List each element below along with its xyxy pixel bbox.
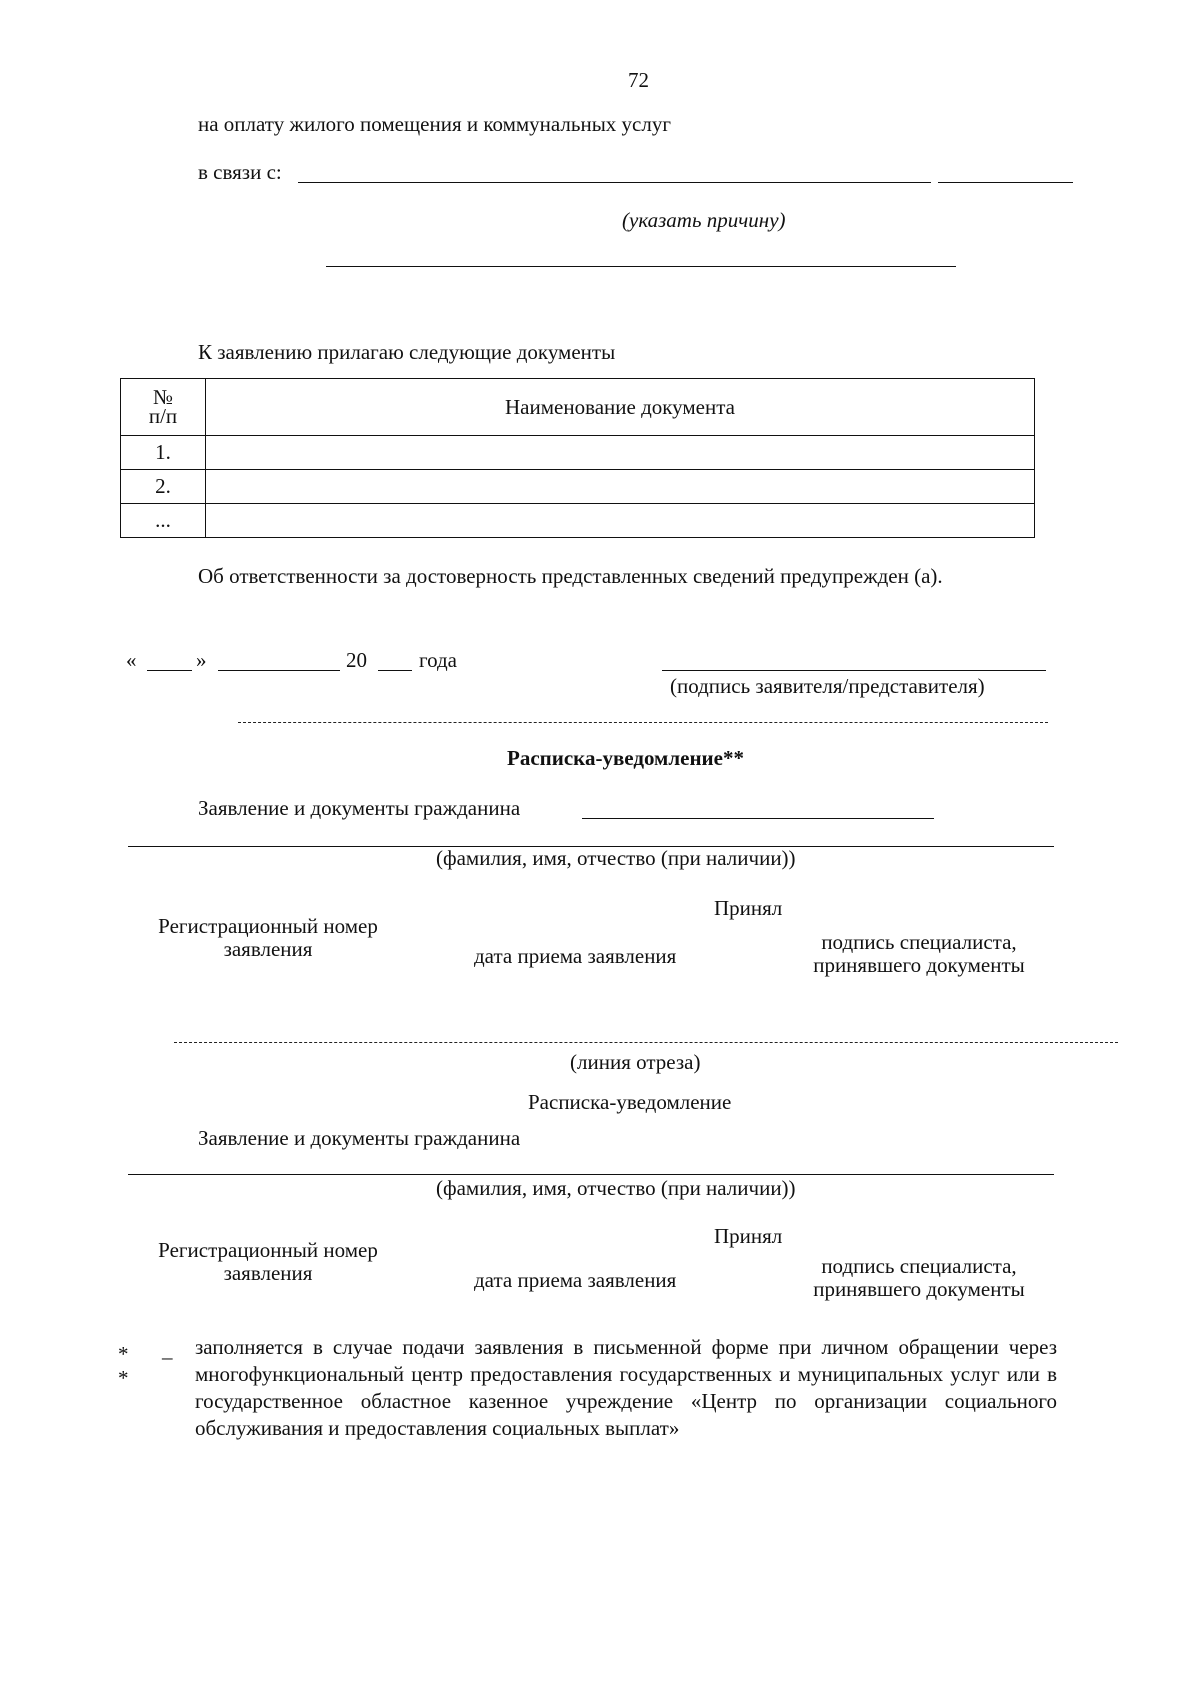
date-received-label: дата приема заявления bbox=[474, 944, 677, 968]
specialist-line1: подпись специалиста, bbox=[821, 930, 1017, 954]
column-header-number bbox=[121, 379, 206, 436]
document-name-cell[interactable] bbox=[206, 436, 1035, 470]
row-number: 1. bbox=[121, 436, 206, 470]
date-close-quote: » bbox=[196, 648, 207, 672]
applicant-signature-line[interactable] bbox=[662, 670, 1046, 671]
table-row bbox=[121, 436, 1035, 470]
intro-line: на оплату жилого помещения и коммунальных услуг bbox=[198, 112, 671, 136]
registration-number-line1: Регистрационный номер bbox=[158, 1238, 378, 1262]
reason-label: в связи с: bbox=[198, 160, 282, 184]
reason-blank-line[interactable] bbox=[298, 182, 931, 183]
accepted-label-2: Принял bbox=[714, 1224, 783, 1248]
document-name-cell[interactable] bbox=[206, 504, 1035, 538]
signature-hint: (подпись заявителя/представителя) bbox=[670, 674, 985, 698]
specialist-line1: подпись специалиста, bbox=[821, 1254, 1017, 1278]
reason-blank-line-extra[interactable] bbox=[938, 182, 1073, 183]
receipt-title: Расписка-уведомление** bbox=[507, 746, 744, 770]
fio-hint: (фамилия, имя, отчество (при наличии)) bbox=[436, 846, 796, 870]
footnote-marker: * bbox=[118, 1366, 129, 1390]
row-number: ... bbox=[121, 504, 206, 538]
date-received-label-2: дата приема заявления bbox=[474, 1268, 677, 1292]
registration-number-label-2 bbox=[140, 1238, 396, 1286]
citizen-label-2: Заявление и документы гражданина bbox=[198, 1126, 521, 1150]
specialist-line2: принявшего документы bbox=[813, 1277, 1025, 1301]
document-name-cell[interactable] bbox=[206, 470, 1035, 504]
column-header-document-name: Наименование документа bbox=[206, 379, 1035, 436]
specialist-line2: принявшего документы bbox=[813, 953, 1025, 977]
table-row bbox=[121, 470, 1035, 504]
receipt-title-2: Расписка-уведомление bbox=[528, 1090, 732, 1114]
registration-number-line1: Регистрационный номер bbox=[158, 914, 378, 938]
dashed-separator bbox=[238, 722, 1048, 723]
registration-number-line2: заявления bbox=[223, 937, 313, 961]
footnote-text: заполняется в случае подачи заявления в письменной форме при личном обращении через многофункциональный центр предоставления государственных и муниципальных услуг или в государственное областное казенное учреждение «Центр по организации социального обслуживания и предоставления социальных выплат» bbox=[195, 1335, 1057, 1440]
footnote-dash: _ bbox=[162, 1338, 173, 1362]
responsibility-statement: Об ответственности за достоверность представленных сведений предупрежден (а). bbox=[198, 564, 943, 588]
year-blank[interactable] bbox=[378, 670, 412, 671]
cut-line-label: (линия отреза) bbox=[570, 1050, 701, 1074]
month-blank[interactable] bbox=[218, 670, 340, 671]
registration-number-label bbox=[140, 914, 396, 962]
accepted-label: Принял bbox=[714, 896, 783, 920]
attachments-heading: К заявлению прилагаю следующие документы bbox=[198, 340, 616, 364]
citizen-name-blank[interactable] bbox=[582, 818, 934, 819]
registration-number-line2: заявления bbox=[223, 1261, 313, 1285]
citizen-label: Заявление и документы гражданина bbox=[198, 796, 521, 820]
footnote-marker: * bbox=[118, 1342, 129, 1366]
column-header-number-line2: п/п bbox=[148, 404, 178, 428]
page-number: 72 bbox=[628, 68, 649, 92]
row-number: 2. bbox=[121, 470, 206, 504]
citizen-full-name-line-2[interactable] bbox=[128, 1174, 1054, 1175]
year-prefix: 20 bbox=[346, 648, 367, 672]
specialist-signature-label bbox=[784, 930, 1054, 978]
cut-line bbox=[174, 1042, 1118, 1043]
day-blank[interactable] bbox=[147, 670, 192, 671]
date-open-quote: « bbox=[126, 648, 137, 672]
table-row bbox=[121, 504, 1035, 538]
attachments-table bbox=[120, 378, 1035, 538]
specialist-signature-label-2 bbox=[784, 1254, 1054, 1302]
year-suffix: года bbox=[419, 648, 457, 672]
reason-hint: (указать причину) bbox=[622, 208, 786, 232]
fio-hint-2: (фамилия, имя, отчество (при наличии)) bbox=[436, 1176, 796, 1200]
reason-second-line[interactable] bbox=[326, 266, 956, 267]
column-header-number-line1: № bbox=[152, 385, 174, 409]
table-header-row bbox=[121, 379, 1035, 436]
